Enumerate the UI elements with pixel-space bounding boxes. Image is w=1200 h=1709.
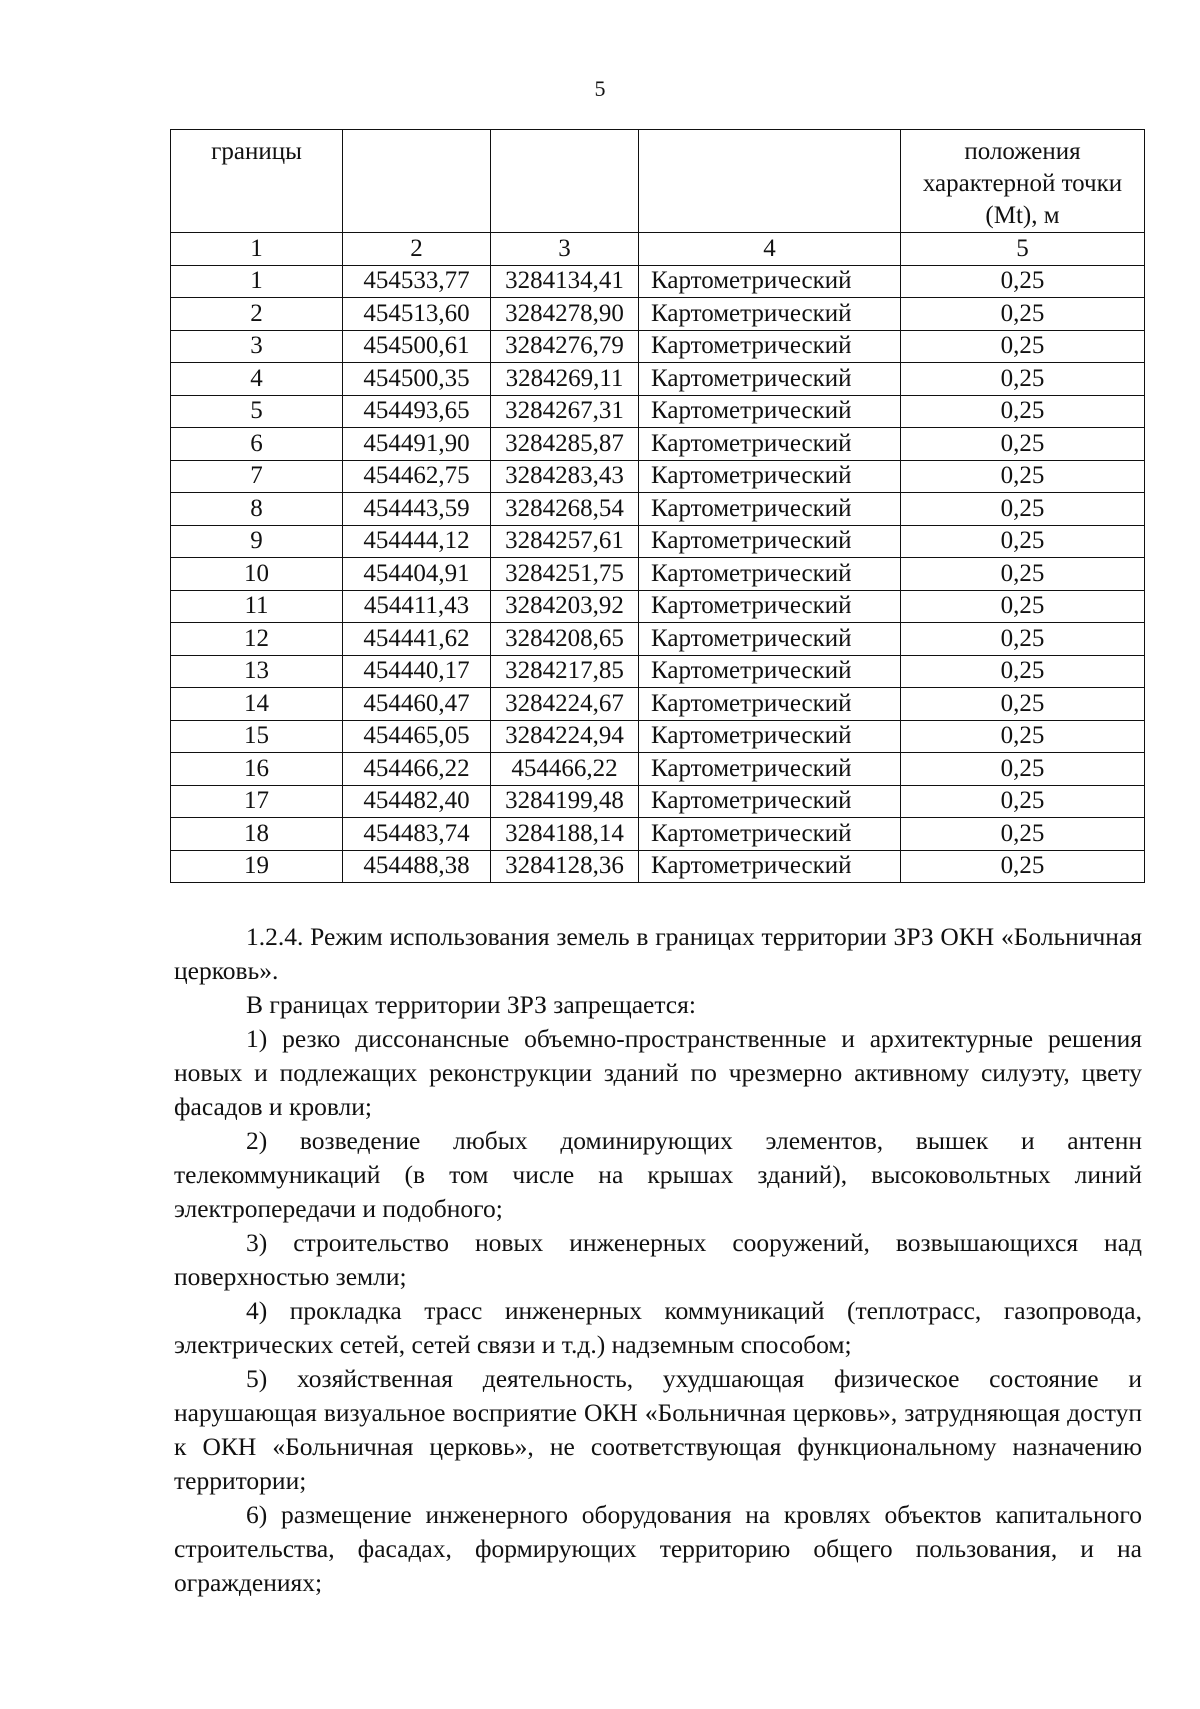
point-number-cell: 13 (171, 655, 343, 688)
accuracy-cell: 0,25 (901, 558, 1145, 591)
y-coordinate-cell: 454466,22 (491, 753, 639, 786)
method-cell: Картометрический (639, 850, 901, 883)
accuracy-cell: 0,25 (901, 493, 1145, 526)
method-cell: Картометрический (639, 785, 901, 818)
accuracy-cell: 0,25 (901, 265, 1145, 298)
point-number-cell: 10 (171, 558, 343, 591)
point-number-cell: 1 (171, 265, 343, 298)
section-heading: 1.2.4. Режим использования земель в границах территории ЗРЗ ОКН «Больничная церковь». (174, 922, 1142, 985)
column-number-cell: 1 (171, 233, 343, 266)
table-row (171, 720, 1145, 753)
boundary-coordinates-table (170, 129, 1145, 883)
table-row (171, 785, 1145, 818)
accuracy-cell: 0,25 (901, 655, 1145, 688)
accuracy-cell: 0,25 (901, 850, 1145, 883)
method-cell: Картометрический (639, 460, 901, 493)
x-coordinate-cell: 454483,74 (343, 818, 491, 851)
prohibition-item: 3) строительство новых инженерных сооружений, возвышающихся над поверхностью земли; (174, 1228, 1142, 1291)
x-coordinate-cell: 454488,38 (343, 850, 491, 883)
method-cell: Картометрический (639, 363, 901, 396)
accuracy-cell: 0,25 (901, 623, 1145, 656)
accuracy-cell: 0,25 (901, 818, 1145, 851)
x-coordinate-cell: 454493,65 (343, 395, 491, 428)
y-coordinate-cell: 3284267,31 (491, 395, 639, 428)
y-coordinate-cell: 3284251,75 (491, 558, 639, 591)
table-row (171, 493, 1145, 526)
y-coordinate-cell: 3284278,90 (491, 298, 639, 331)
prohibition-item: 5) хозяйственная деятельность, ухудшающая физическое состояние и нарушающая визуальное восприятие ОКН «Больничная церковь», затрудняющая доступ к ОКН «Больничная церковь», не соответствующая функциональному назначению территории; (174, 1364, 1142, 1495)
table-row (171, 428, 1145, 461)
column-number-cell: 4 (639, 233, 901, 266)
column-number-cell: 3 (491, 233, 639, 266)
x-coordinate-cell: 454441,62 (343, 623, 491, 656)
y-coordinate-cell: 3284224,67 (491, 688, 639, 721)
y-coordinate-cell: 3284203,92 (491, 590, 639, 623)
table-row (171, 623, 1145, 656)
y-coordinate-cell: 3284269,11 (491, 363, 639, 396)
header-cell (639, 130, 901, 233)
x-coordinate-cell: 454465,05 (343, 720, 491, 753)
method-cell: Картометрический (639, 525, 901, 558)
y-coordinate-cell: 3284276,79 (491, 330, 639, 363)
x-coordinate-cell: 454500,35 (343, 363, 491, 396)
prohibitions-intro: В границах территории ЗРЗ запрещается: (246, 990, 696, 1019)
prohibition-item: 6) размещение инженерного оборудования на кровлях объектов капитального строительства, фасадах, формирующих территорию общего пользования, и на ограждениях; (174, 1500, 1142, 1597)
table-row (171, 655, 1145, 688)
accuracy-cell: 0,25 (901, 428, 1145, 461)
table-row (171, 590, 1145, 623)
method-cell: Картометрический (639, 330, 901, 363)
table-row (171, 688, 1145, 721)
point-number-cell: 8 (171, 493, 343, 526)
x-coordinate-cell: 454500,61 (343, 330, 491, 363)
table-row (171, 818, 1145, 851)
y-coordinate-cell: 3284188,14 (491, 818, 639, 851)
table-row (171, 525, 1145, 558)
x-coordinate-cell: 454466,22 (343, 753, 491, 786)
header-cell: границы (171, 130, 343, 233)
y-coordinate-cell: 3284268,54 (491, 493, 639, 526)
point-number-cell: 5 (171, 395, 343, 428)
x-coordinate-cell: 454440,17 (343, 655, 491, 688)
table-row (171, 265, 1145, 298)
accuracy-cell: 0,25 (901, 785, 1145, 818)
method-cell: Картометрический (639, 428, 901, 461)
page-number: 5 (594, 76, 606, 101)
method-cell: Картометрический (639, 265, 901, 298)
table-row (171, 753, 1145, 786)
point-number-cell: 17 (171, 785, 343, 818)
prohibition-item: 4) прокладка трасс инженерных коммуникаций (теплотрасс, газопровода, электрических сетей, сетей связи и т.д.) надземным способом; (174, 1296, 1142, 1359)
method-cell: Картометрический (639, 590, 901, 623)
accuracy-cell: 0,25 (901, 688, 1145, 721)
table-row (171, 558, 1145, 591)
y-coordinate-cell: 3284134,41 (491, 265, 639, 298)
method-cell: Картометрический (639, 688, 901, 721)
accuracy-cell: 0,25 (901, 460, 1145, 493)
x-coordinate-cell: 454411,43 (343, 590, 491, 623)
y-coordinate-cell: 3284128,36 (491, 850, 639, 883)
x-coordinate-cell: 454513,60 (343, 298, 491, 331)
table-row (171, 395, 1145, 428)
y-coordinate-cell: 3284285,87 (491, 428, 639, 461)
accuracy-cell: 0,25 (901, 395, 1145, 428)
point-number-cell: 15 (171, 720, 343, 753)
x-coordinate-cell: 454444,12 (343, 525, 491, 558)
column-number-cell: 2 (343, 233, 491, 266)
point-number-cell: 19 (171, 850, 343, 883)
y-coordinate-cell: 3284283,43 (491, 460, 639, 493)
point-number-cell: 4 (171, 363, 343, 396)
point-number-cell: 6 (171, 428, 343, 461)
prohibition-item: 1) резко диссонансные объемно-пространственные и архитектурные решения новых и подлежащих реконструкции зданий по чрезмерно активному силуэту, цвету фасадов и кровли; (174, 1024, 1142, 1121)
accuracy-cell: 0,25 (901, 753, 1145, 786)
y-coordinate-cell: 3284208,65 (491, 623, 639, 656)
x-coordinate-cell: 454462,75 (343, 460, 491, 493)
table-row (171, 460, 1145, 493)
method-cell: Картометрический (639, 623, 901, 656)
point-number-cell: 12 (171, 623, 343, 656)
y-coordinate-cell: 3284199,48 (491, 785, 639, 818)
point-number-cell: 9 (171, 525, 343, 558)
land-use-regime-text (174, 920, 1142, 1600)
point-number-cell: 16 (171, 753, 343, 786)
method-cell: Картометрический (639, 818, 901, 851)
table-row (171, 850, 1145, 883)
method-cell: Картометрический (639, 720, 901, 753)
point-number-cell: 7 (171, 460, 343, 493)
point-number-cell: 2 (171, 298, 343, 331)
point-number-cell: 11 (171, 590, 343, 623)
header-cell (343, 130, 491, 233)
accuracy-cell: 0,25 (901, 720, 1145, 753)
x-coordinate-cell: 454482,40 (343, 785, 491, 818)
prohibition-item: 2) возведение любых доминирующих элементов, вышек и антенн телекоммуникаций (в том числе на крышах зданий), высоковольтных линий электропередачи и подобного; (174, 1126, 1142, 1223)
y-coordinate-cell: 3284224,94 (491, 720, 639, 753)
accuracy-cell: 0,25 (901, 298, 1145, 331)
method-cell: Картометрический (639, 395, 901, 428)
accuracy-cell: 0,25 (901, 363, 1145, 396)
x-coordinate-cell: 454491,90 (343, 428, 491, 461)
header-cell: положения характерной точки (Mt), м (901, 130, 1145, 233)
point-number-cell: 3 (171, 330, 343, 363)
accuracy-cell: 0,25 (901, 590, 1145, 623)
method-cell: Картометрический (639, 493, 901, 526)
column-number-cell: 5 (901, 233, 1145, 266)
method-cell: Картометрический (639, 298, 901, 331)
accuracy-cell: 0,25 (901, 330, 1145, 363)
x-coordinate-cell: 454533,77 (343, 265, 491, 298)
method-cell: Картометрический (639, 655, 901, 688)
method-cell: Картометрический (639, 753, 901, 786)
column-number-row (171, 233, 1145, 266)
method-cell: Картометрический (639, 558, 901, 591)
point-number-cell: 18 (171, 818, 343, 851)
x-coordinate-cell: 454443,59 (343, 493, 491, 526)
table-row (171, 330, 1145, 363)
point-number-cell: 14 (171, 688, 343, 721)
x-coordinate-cell: 454460,47 (343, 688, 491, 721)
table-header-continuation-row (171, 130, 1145, 233)
table-row (171, 298, 1145, 331)
x-coordinate-cell: 454404,91 (343, 558, 491, 591)
y-coordinate-cell: 3284217,85 (491, 655, 639, 688)
y-coordinate-cell: 3284257,61 (491, 525, 639, 558)
header-cell (491, 130, 639, 233)
accuracy-cell: 0,25 (901, 525, 1145, 558)
table-row (171, 363, 1145, 396)
